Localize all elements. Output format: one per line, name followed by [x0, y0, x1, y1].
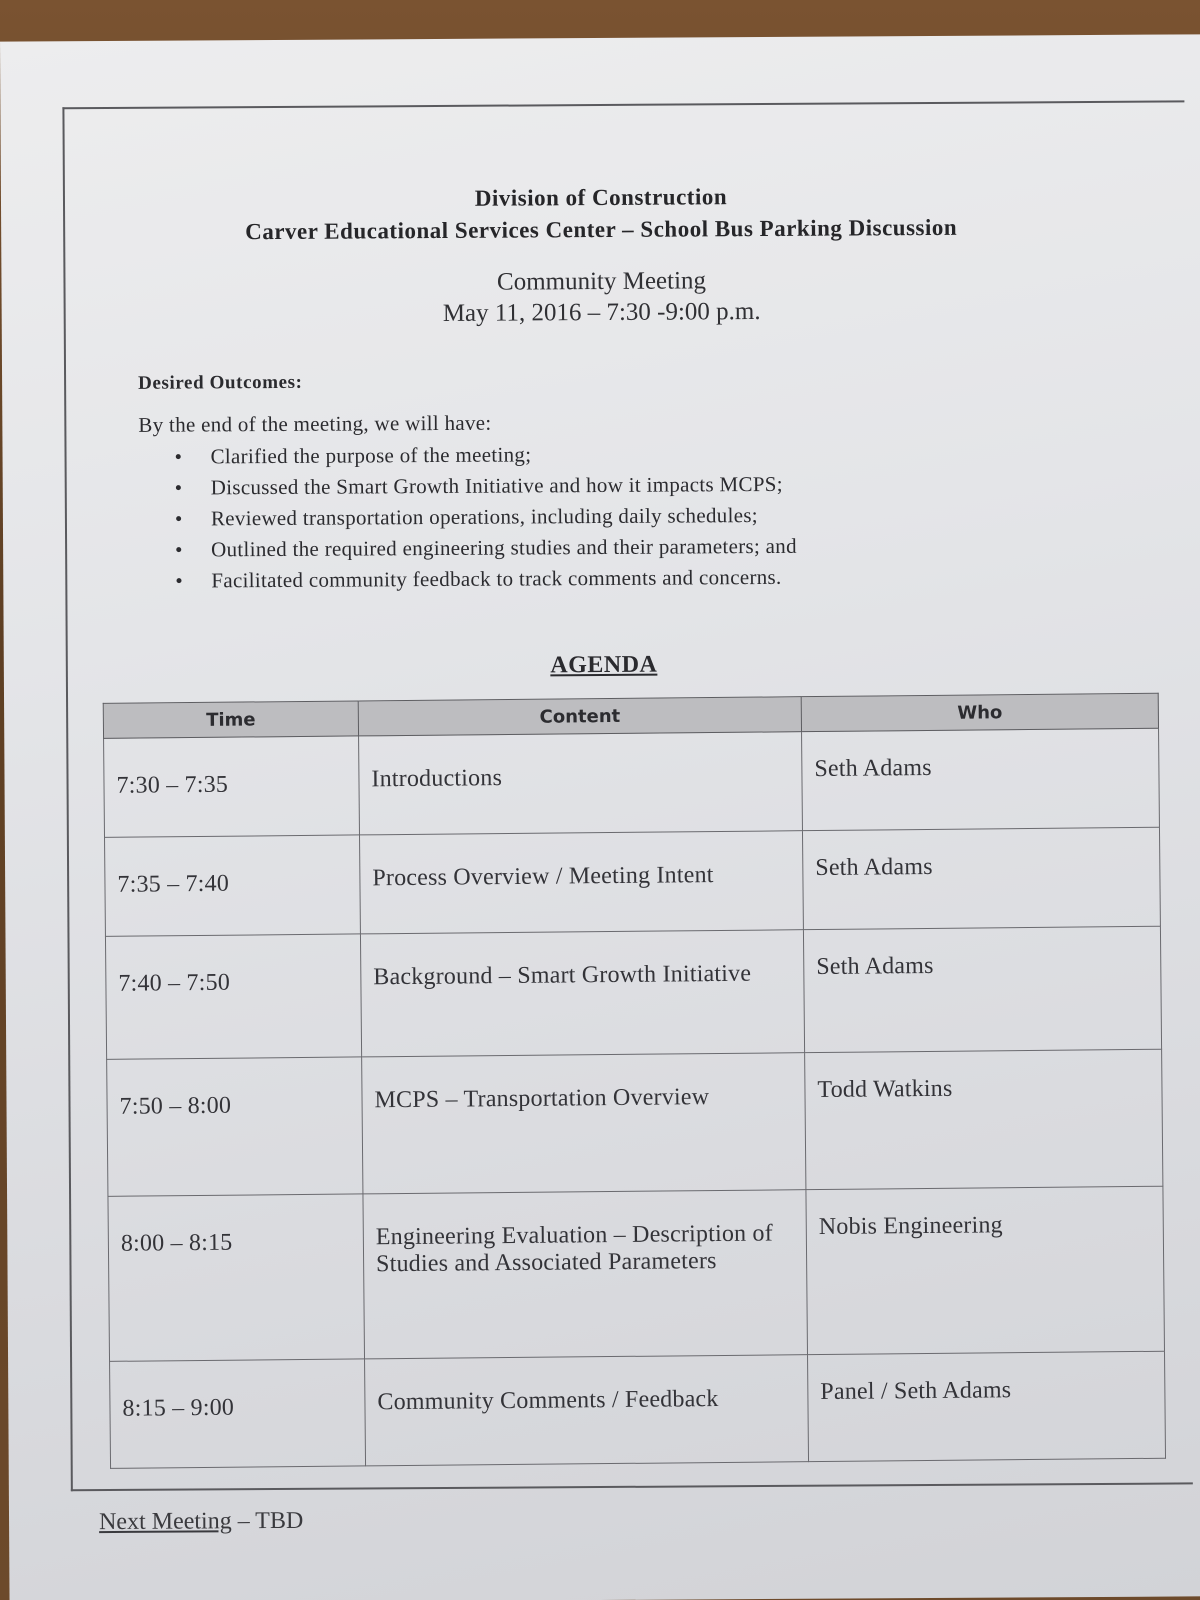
list-item	[175, 529, 1039, 565]
organization-title: Division of Construction	[474, 184, 728, 211]
content-cell: Engineering Evaluation – Description of Studies and Associated Parameters	[363, 1190, 808, 1359]
table-row	[105, 926, 1161, 1059]
time-cell: 7:50 – 8:00	[107, 1057, 363, 1196]
next-meeting-label: Next Meeting	[98, 1508, 232, 1536]
bullet-icon: •	[175, 568, 184, 593]
agenda-table	[103, 693, 1166, 1469]
who-cell: Todd Watkins	[805, 1049, 1163, 1189]
who-cell: Panel / Seth Adams	[808, 1351, 1166, 1461]
content-cell: Process Overview / Meeting Intent	[359, 831, 803, 934]
outcomes-intro: By the end of the meeting, we will have:	[138, 410, 492, 437]
bullet-icon: •	[174, 444, 183, 469]
next-meeting-note	[99, 1508, 303, 1536]
who-cell: Seth Adams	[802, 827, 1160, 929]
outcomes-list	[138, 436, 1039, 596]
time-cell: 7:35 – 7:40	[105, 835, 361, 936]
content-cell: Background – Smart Growth Initiative	[360, 930, 804, 1057]
agenda-title: AGENDA	[550, 651, 658, 679]
outcome-text: Facilitated community feedback to track comments and concerns.	[211, 564, 782, 593]
column-header-time: Time	[103, 701, 358, 738]
table-row	[107, 1049, 1163, 1196]
list-item	[175, 560, 1039, 596]
time-cell: 8:00 – 8:15	[108, 1194, 365, 1361]
content-cell: Community Comments / Feedback	[365, 1355, 809, 1466]
time-cell: 7:40 – 7:50	[105, 934, 361, 1059]
column-header-content: Content	[358, 697, 801, 736]
desired-outcomes-section	[138, 367, 1039, 596]
table-row	[108, 1186, 1165, 1361]
outcome-text: Outlined the required engineering studies and their parameters; and	[211, 533, 797, 562]
table-row	[104, 728, 1160, 837]
bullet-icon: •	[174, 506, 183, 531]
time-cell: 8:15 – 9:00	[110, 1359, 366, 1468]
document-header	[1, 178, 1200, 331]
table-row	[105, 827, 1161, 936]
content-cell: MCPS – Transportation Overview	[362, 1053, 806, 1194]
list-item	[174, 498, 1039, 534]
project-title: Carver Educational Services Center – School Bus Parking Discussion	[245, 214, 958, 245]
who-cell: Seth Adams	[803, 926, 1161, 1052]
time-cell: 7:30 – 7:35	[104, 736, 360, 837]
outcome-text: Clarified the purpose of the meeting;	[210, 442, 532, 469]
meeting-type: Community Meeting	[496, 267, 707, 296]
bullet-icon: •	[174, 475, 183, 500]
column-header-who: Who	[801, 693, 1158, 731]
table-row	[110, 1351, 1166, 1468]
agenda-sheet	[0, 34, 1200, 1600]
bullet-icon: •	[175, 537, 183, 562]
list-item	[174, 467, 1039, 503]
who-cell: Nobis Engineering	[806, 1186, 1165, 1354]
next-meeting-value: – TBD	[231, 1507, 304, 1535]
content-cell: Introductions	[359, 732, 803, 835]
who-cell: Seth Adams	[802, 728, 1160, 830]
list-item	[174, 436, 1038, 472]
outcomes-heading: Desired Outcomes:	[138, 371, 303, 394]
outcome-text: Reviewed transportation operations, including daily schedules;	[210, 503, 758, 531]
outcome-text: Discussed the Smart Growth Initiative and how it impacts MCPS;	[210, 471, 783, 500]
meeting-date-time: May 11, 2016 – 7:30 -9:00 p.m.	[442, 298, 761, 327]
